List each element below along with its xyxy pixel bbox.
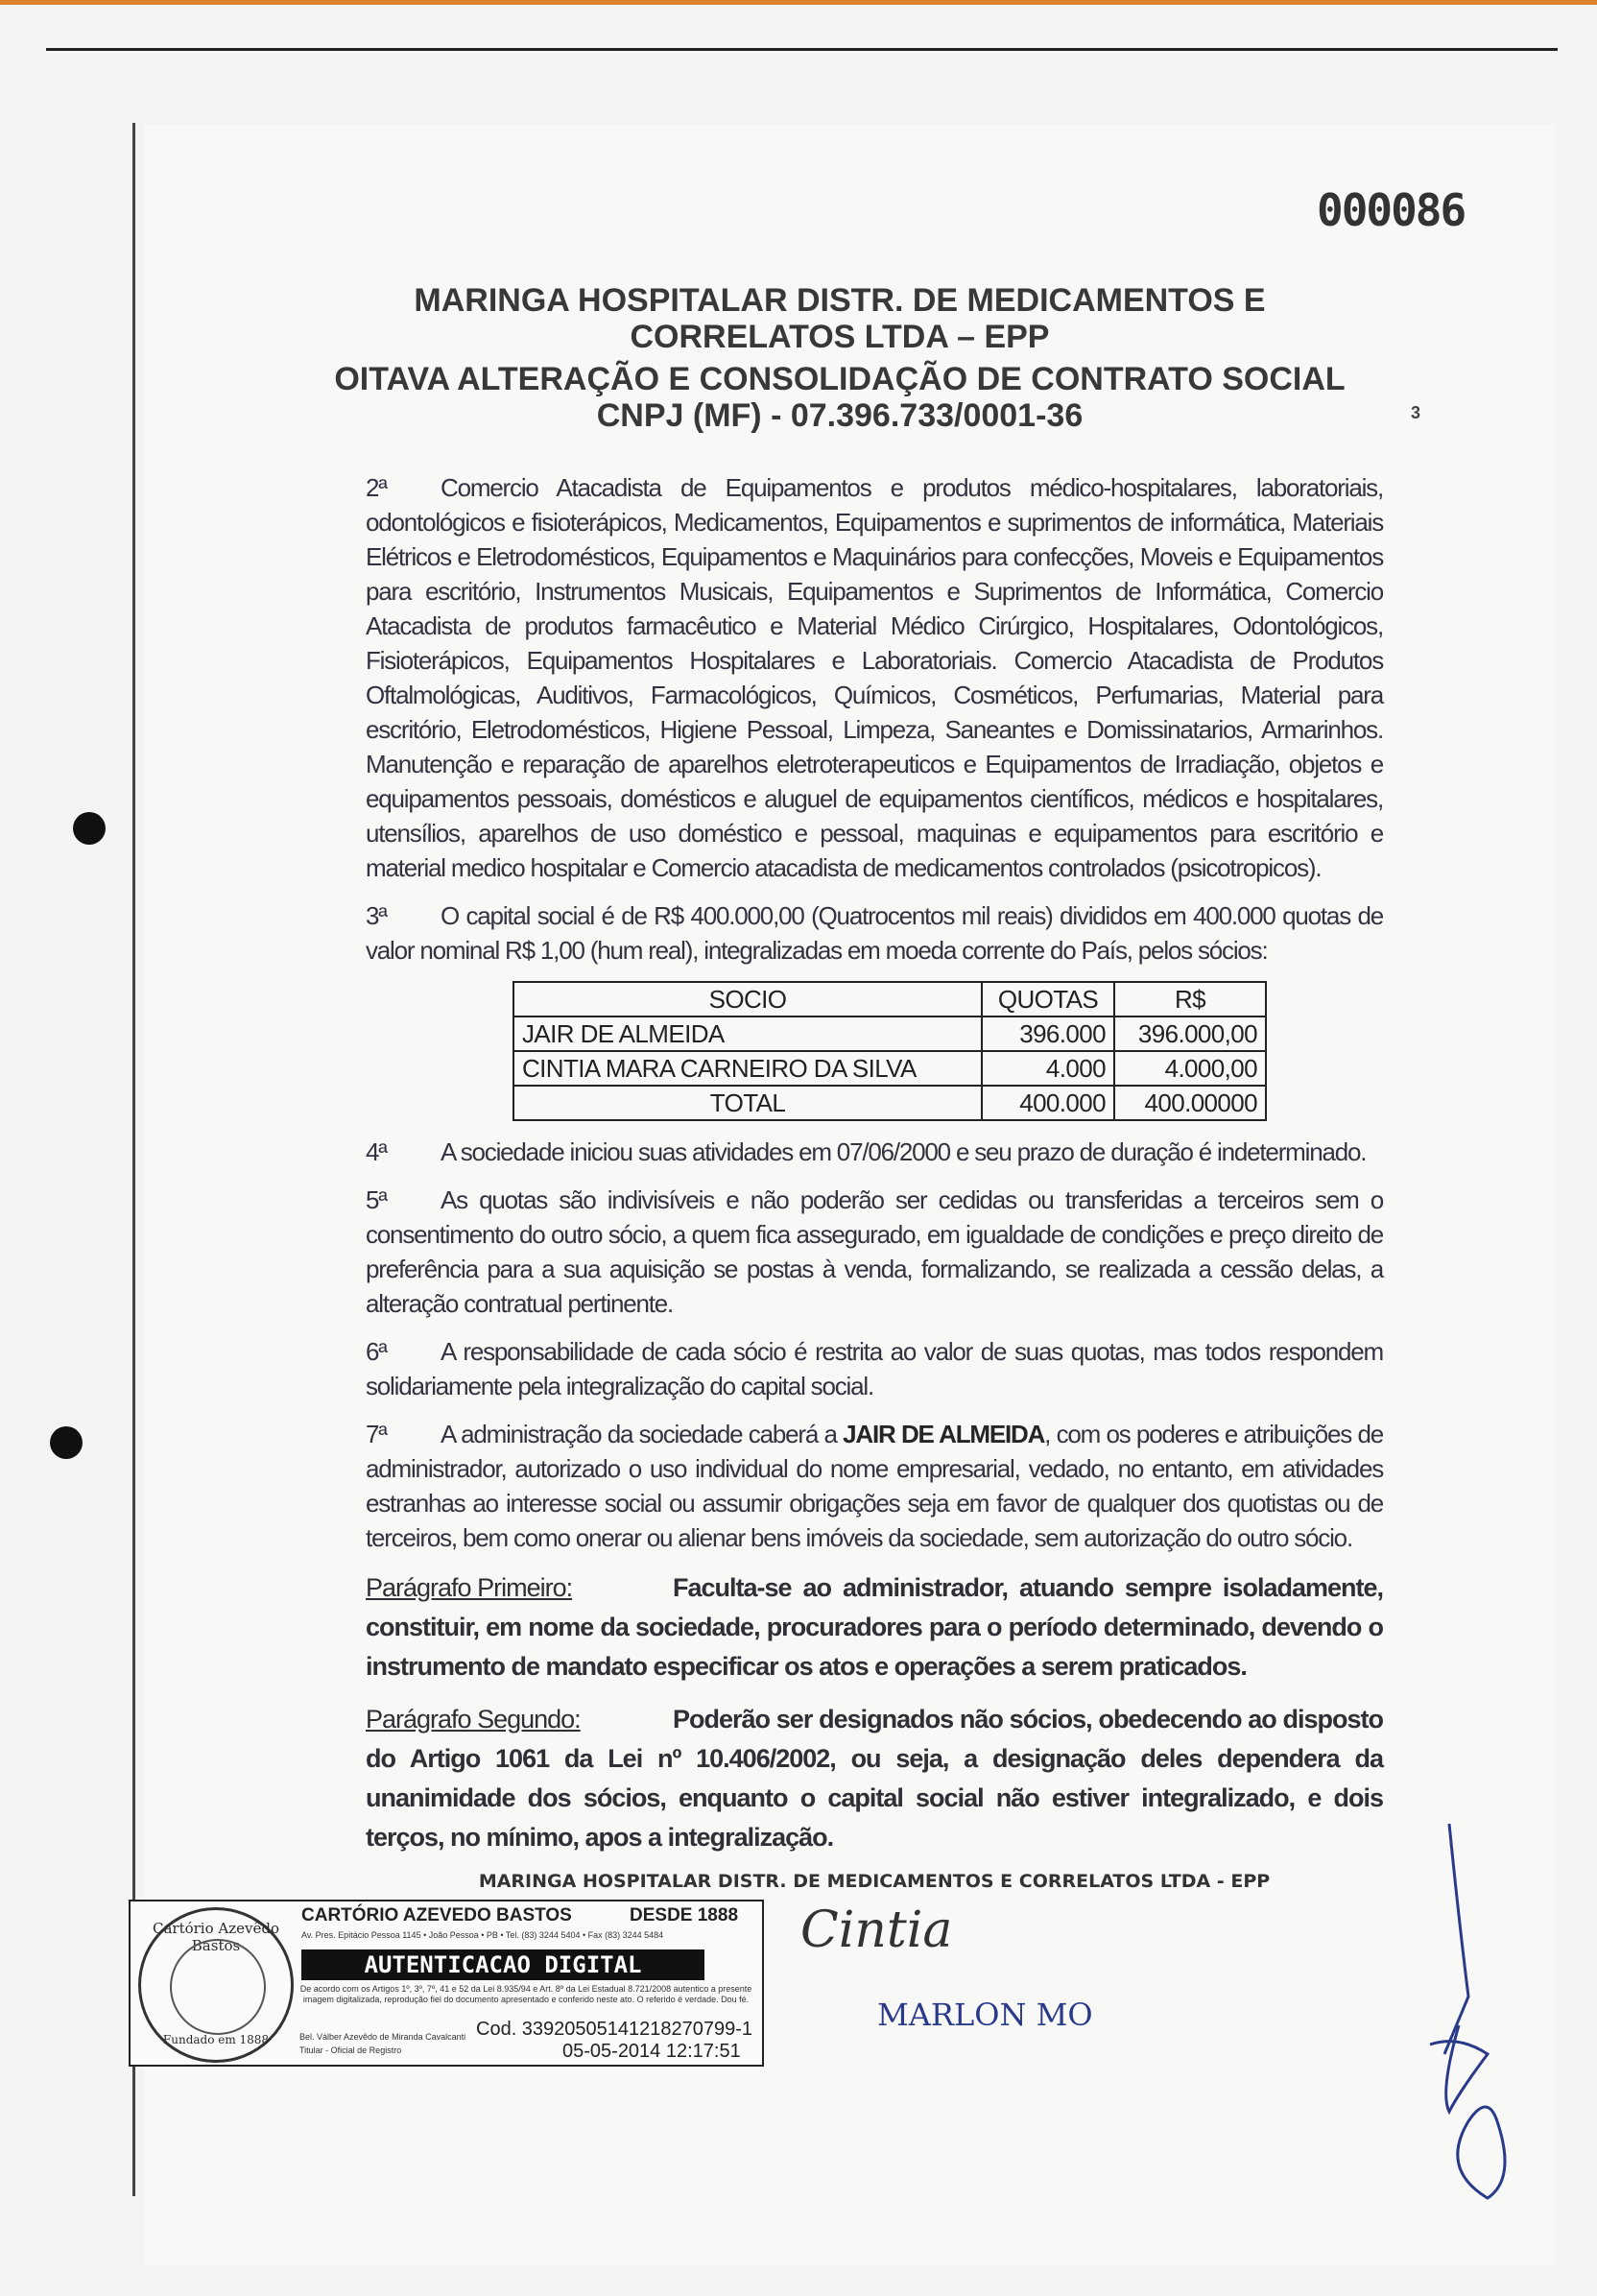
title-line-1: MARINGA HOSPITALAR DISTR. DE MEDICAMENTOS E xyxy=(414,282,1266,319)
cell-value: 400.00000 xyxy=(1114,1086,1266,1120)
notary-name: CARTÓRIO AZEVEDO BASTOS xyxy=(301,1905,572,1925)
header-rs: R$ xyxy=(1114,982,1266,1016)
clause-7 xyxy=(366,1417,1383,1555)
clause-text: Comercio Atacadista de Equipamentos e produtos médico-hospitalares, laboratoriais, odontológicos e fisioterápicos, Medicamentos, Equipamentos e suprimentos de informática, Materiais Elétricos e Eletrodomésticos, Equipamentos e Maquinários para confecções, Moveis e Equipamentos para escritório, Instrumentos Musicais, Equipamentos e Suprimentos de Informática, Comercio Atacadista de produtos farmacêutico e Material Médico Cirúrgico, Hospitalares, Odontológicos, Fisioterápicos, Equipamentos Hospitalares e Laboratoriais. Comercio Atacadista de Produtos Oftalmológicas, Auditivos, Farmacológicos, Químicos, Cosméticos, Perfumarias, Material para escritório, Eletrodomésticos, Higiene Pessoal, Limpeza, Saneantes e Domissinatarios, Armarinhos. Manutenção e reparação de aparelhos eletroterapeuticos e Equipamentos de Irradiação, objetos e equipamentos pessoais, domésticos e aluguel de equipamentos científicos, médicos e hospitalares, utensílios, aparelhos de uso doméstico e pessoal, maquinas e equipamentos para escritório e material medico hospitalar e Comercio atacadista de medicamentos controlados (psicotropicos). xyxy=(366,473,1383,882)
seal-text: Cartório Azevêdo Bastos xyxy=(152,1920,279,1954)
table-row xyxy=(513,1051,1266,1086)
authentication-code: Cod. 33920505141218270799-1 xyxy=(476,2019,753,2040)
clause-6 xyxy=(366,1334,1383,1403)
signature-cintia: Cintia xyxy=(800,1901,953,1959)
paragrafo-primeiro xyxy=(366,1568,1383,1686)
paragrafo-segundo xyxy=(366,1700,1383,1857)
punch-hole xyxy=(50,1426,83,1459)
clause-number: 5ª xyxy=(366,1185,387,1214)
clause-number: 6ª xyxy=(366,1337,387,1366)
cell-quotas: 396.000 xyxy=(982,1016,1114,1051)
table-header-row xyxy=(513,982,1266,1016)
cell-socio: JAIR DE ALMEIDA xyxy=(513,1016,982,1051)
legal-text: De acordo com os Artigos 1º, 3º, 7º, 41 e 52 da Lei 8.935/94 e Art. 8º da Lei Estadual 8.721/2008 autentico a presente imagem digitalizada, reprodução fiel do documento apresentado e conferido neste ato. O referido é verdade. Dou fé. xyxy=(299,1984,752,2004)
punch-hole xyxy=(73,812,106,845)
officer-name: Bel. Válber Azevêdo de Miranda Cavalcanti xyxy=(299,2032,466,2042)
cell-socio: TOTAL xyxy=(513,1086,982,1120)
clause-2 xyxy=(366,470,1383,885)
clause-5 xyxy=(366,1183,1383,1321)
authentication-banner: AUTENTICACAO DIGITAL xyxy=(301,1949,704,1980)
cell-socio: CINTIA MARA CARNEIRO DA SILVA xyxy=(513,1051,982,1086)
page-number: 3 xyxy=(1411,403,1421,422)
title-line-2: CORRELATOS LTDA – EPP xyxy=(630,319,1050,355)
officer-title: Titular - Oficial de Registro xyxy=(299,2045,402,2055)
document-body xyxy=(152,470,1383,2065)
paragraph-text: Faculta-se ao administrador, atuando sempre isoladamente, constituir, em nome da sociedade, procuradores para o período determinado, devendo o instrumento de mandato especificar os atos e operações a serem praticados. xyxy=(366,1573,1383,1681)
title-line-3: OITAVA ALTERAÇÃO E CONSOLIDAÇÃO DE CONTRATO SOCIAL xyxy=(334,361,1346,397)
clause-number: 7ª xyxy=(366,1420,387,1448)
quota-table xyxy=(512,981,1267,1121)
header-quotas: QUOTAS xyxy=(982,982,1114,1016)
top-edge-line xyxy=(0,0,1597,5)
header-socio: SOCIO xyxy=(513,982,982,1016)
clause-3 xyxy=(366,898,1383,968)
notary-address: Av. Pres. Epitácio Pessoa 1145 • João Pessoa • PB • Tel. (83) 3244 5404 • Fax (83) 3244 5484 xyxy=(301,1930,664,1940)
signature-marlon: MARLON MO xyxy=(877,1997,1093,2033)
title-line-4: CNPJ (MF) - 07.396.733/0001-36 xyxy=(596,397,1084,434)
clause-text: , com os poderes e atribuições de administrador, autorizado o uso individual do nome empresarial, vedado, no entanto, em atividades estranhas ao interesse social ou assumir obrigações seja em favor de qualquer dos quotistas ou de terceiros, bem como onerar ou alienar bens imóveis da sociedade, sem autorização do outro sócio. xyxy=(366,1420,1383,1552)
coat-of-arms-icon xyxy=(170,1939,266,2035)
authentication-datetime: 05-05-2014 12:17:51 xyxy=(562,2041,741,2062)
paragraph-label: Parágrafo Primeiro: xyxy=(366,1573,573,1602)
notary-since: DESDE 1888 xyxy=(630,1905,739,1925)
clause-text: A sociedade iniciou suas atividades em 07/06/2000 e seu prazo de duração é indeterminado. xyxy=(441,1137,1367,1166)
cell-value: 396.000,00 xyxy=(1114,1016,1266,1051)
page-left-edge xyxy=(132,123,135,2196)
seal-founded: Fundado em 1888 xyxy=(162,2033,270,2046)
clause-number: 3ª xyxy=(366,901,387,930)
handwritten-initials xyxy=(1411,1805,1555,2208)
clause-text: O capital social é de R$ 400.000,00 (Quatrocentos mil reais) divididos em 400.000 quotas de valor nominal R$ 1,00 (hum real), integralizadas em moeda corrente do País, pelos sócios: xyxy=(366,901,1383,965)
table-row xyxy=(513,1016,1266,1051)
paragraph-text: Poderão ser designados não sócios, obedecendo ao disposto do Artigo 1061 da Lei nº 10.406/2002, ou seja, a designação deles dependera da unanimidade dos sócios, enquanto o capital social não estiver integralizado, e dois terços, no mínimo, apos a integralização. xyxy=(366,1705,1383,1852)
administrator-name: JAIR DE ALMEIDA xyxy=(843,1420,1045,1448)
paragraph-label: Parágrafo Segundo: xyxy=(366,1705,581,1734)
clause-text: A responsabilidade de cada sócio é restrita ao valor de suas quotas, mas todos respondem solidariamente pela integralização do capital social. xyxy=(366,1337,1383,1400)
clause-text: A administração da sociedade caberá a xyxy=(441,1420,844,1448)
clause-4 xyxy=(366,1135,1383,1169)
notary-stamp xyxy=(129,1900,764,2067)
table-total-row xyxy=(513,1086,1266,1120)
scan-border-line xyxy=(46,48,1558,51)
clause-number: 2ª xyxy=(366,473,387,502)
clause-text: As quotas são indivisíveis e não poderão ser cedidas ou transferidas a terceiros sem o consentimento do outro sócio, a quem fica assegurado, em igualdade de condições e preço direito de preferência para a sua aquisição se postas à venda, formalizando, se realizada a cessão delas, a alteração contratual pertinente. xyxy=(366,1185,1383,1318)
cell-quotas: 400.000 xyxy=(982,1086,1114,1120)
cell-value: 4.000,00 xyxy=(1114,1051,1266,1086)
signature-area xyxy=(129,1900,1383,2065)
document-number: 000086 xyxy=(1317,184,1466,236)
clause-number: 4ª xyxy=(366,1137,387,1166)
cell-quotas: 4.000 xyxy=(982,1051,1114,1086)
footer-company: MARINGA HOSPITALAR DISTR. DE MEDICAMENTOS E CORRELATOS LTDA - EPP xyxy=(478,1871,1271,1892)
notary-seal xyxy=(138,1907,294,2063)
